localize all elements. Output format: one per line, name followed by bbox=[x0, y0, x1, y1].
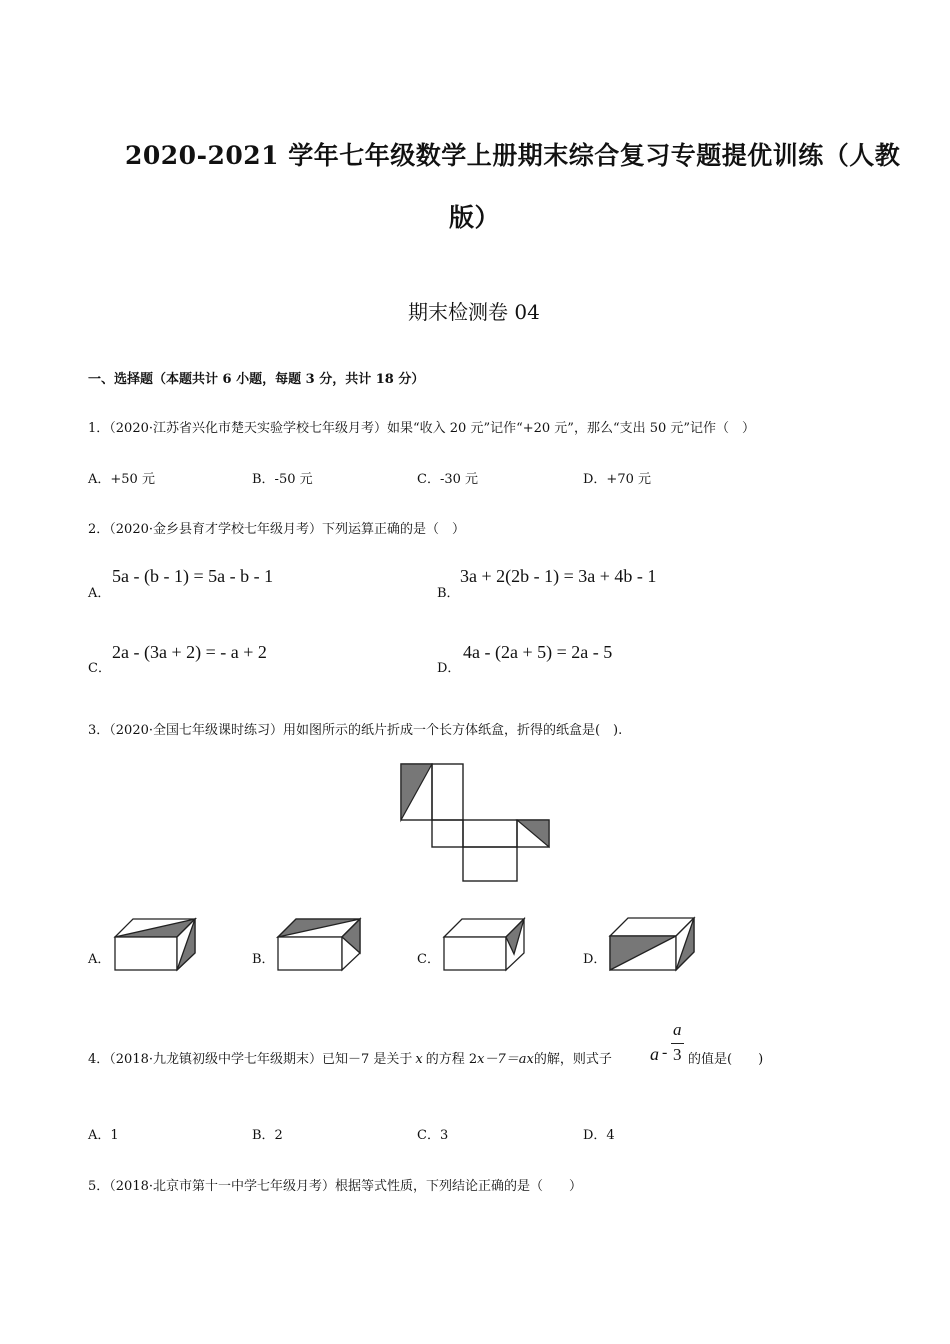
q3-label-b: B． bbox=[252, 952, 275, 967]
q5-stem: 5．（2018·北京市第十一中学七年级月考）根据等式性质，下列结论正确的是（ ） bbox=[88, 1179, 582, 1194]
q4-expr-minus: - bbox=[662, 1044, 668, 1061]
q4-fraction-bar bbox=[671, 1043, 684, 1044]
doc-title-line1: 2020-2021 学年七年级数学上册期末综合复习专题提优训练（人教 bbox=[125, 141, 901, 170]
q1-stem: 1．（2020·江苏省兴化市楚天实验学校七年级月考）如果“收入 20 元”记作“+20 元”，那么“支出 50 元”记作（ ） bbox=[88, 421, 756, 436]
box-option-c bbox=[442, 918, 526, 972]
q4-expr-a: a bbox=[650, 1044, 659, 1064]
doc-subtitle: 期末检测卷 04 bbox=[408, 300, 540, 324]
q4-option-a: A．1 bbox=[88, 1128, 119, 1143]
q4-frac-numerator: a bbox=[673, 1020, 682, 1039]
paper-net-figure bbox=[400, 763, 552, 883]
q1-option-d: D．+70 元 bbox=[583, 472, 651, 487]
q4-option-c: C．3 bbox=[417, 1128, 449, 1143]
q2-label-c: C． bbox=[88, 661, 111, 676]
q4-var-x: x bbox=[415, 1052, 423, 1067]
q2-formula-a: 5a - (b - 1) = 5a - b - 1 bbox=[112, 566, 274, 586]
box-option-d bbox=[608, 916, 696, 972]
q3-label-a: A． bbox=[88, 952, 111, 967]
q2-formula-d: 4a - (2a + 5) = 2a - 5 bbox=[463, 642, 613, 662]
q4-stem-suffix: 的解，则式子 bbox=[533, 1052, 612, 1067]
q3-stem: 3．（2020·全国七年级课时练习）用如图所示的纸片折成一个长方体纸盒，折得的纸盒是( ). bbox=[88, 723, 623, 738]
box-option-a bbox=[113, 918, 197, 972]
q1-option-a: A．+50 元 bbox=[88, 472, 155, 487]
q1-option-c: C．-30 元 bbox=[417, 472, 479, 487]
q4-option-b: B．2 bbox=[252, 1128, 283, 1143]
q4-stem-prefix: 4．（2018·九龙镇初级中学七年级期末）已知－7 是关于 bbox=[88, 1052, 413, 1067]
q1-option-b: B．-50 元 bbox=[252, 472, 313, 487]
q3-label-c: C． bbox=[417, 952, 440, 967]
q2-label-a: A． bbox=[88, 586, 111, 601]
q3-label-d: D． bbox=[583, 952, 607, 967]
q2-formula-b: 3a + 2(2b - 1) = 3a + 4b - 1 bbox=[460, 566, 657, 586]
q4-stem-eq: x－7＝ax bbox=[477, 1052, 534, 1067]
q2-formula-c: 2a - (3a + 2) = - a + 2 bbox=[112, 642, 267, 662]
q2-stem: 2．（2020·金乡县育才学校七年级月考）下列运算正确的是（ ） bbox=[88, 522, 465, 537]
q4-stem-end: 的值是( ) bbox=[688, 1052, 764, 1067]
section-heading: 一、选择题（本题共计 6 小题，每题 3 分，共计 18 分） bbox=[88, 372, 425, 387]
q4-option-d: D．4 bbox=[583, 1128, 615, 1143]
doc-title-line2: 版） bbox=[449, 203, 501, 232]
q2-label-d: D． bbox=[437, 661, 461, 676]
q2-label-b: B． bbox=[437, 586, 460, 601]
q4-frac-denominator: 3 bbox=[673, 1045, 682, 1064]
q4-stem-mid: 的方程 2 bbox=[425, 1052, 478, 1067]
box-option-b bbox=[276, 918, 362, 972]
q4-stem bbox=[88, 1048, 612, 1067]
